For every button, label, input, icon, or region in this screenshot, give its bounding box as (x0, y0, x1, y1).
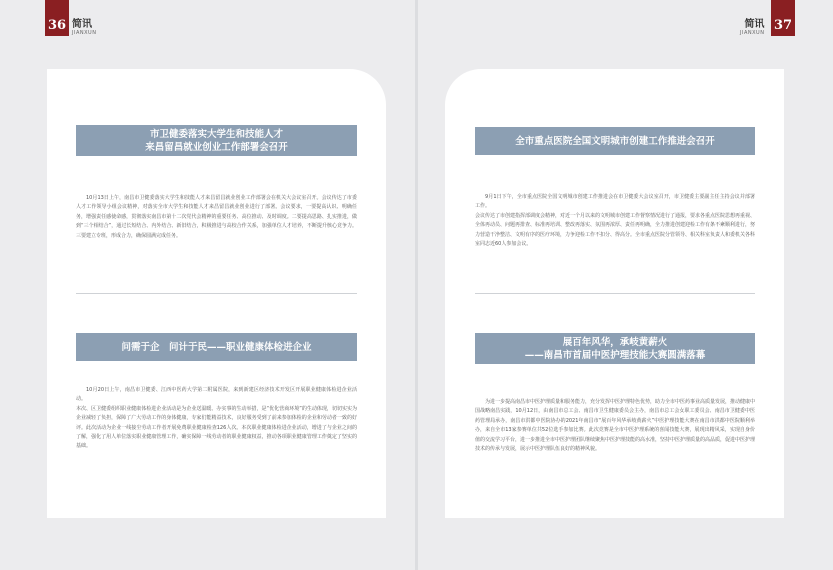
page-gutter (415, 0, 418, 570)
section-brand-right (740, 20, 764, 36)
page-number-right: 37 (771, 0, 795, 36)
article-body: 为进一步提高南昌市中医护理质量和服务能力，充分发挥中医护理特色优势，助力全市中医药事业高质量发展，推动健康中国战略南昌实践，10月12日，由南昌市总工会、南昌市卫生健康委员会主办，南昌市总工会女职工委员会、南昌市卫健委中医药管理局承办，南昌市洪都中医院协办的2021年南昌市“展百年风华承岐黄薪火”中医护理技能大赛在南昌市洪都中医院顺利举办，来自全市13家参赛单位共52位选手参加比赛。此次竞赛是全市中医护理系统的喜闻技能大赛，展现出精风采，实现自身价值的交流学习平台，进一步推进全市中医护理团队继续聚焦中医护理技能的高水准，坚持中医护理质量的高品质，促进中医护理技术的传承与发展，展示中医护理队伍良好的精神风貌。 (475, 399, 756, 453)
article-divider (475, 293, 755, 294)
section-brand-left (72, 20, 96, 36)
article-title-banner (475, 127, 755, 155)
article-title-line: 来昌留昌就业创业工作部署会召开 (145, 141, 288, 153)
section-subtitle-right: JIANXUN (740, 30, 765, 36)
article-title-banner (76, 333, 357, 361)
article-body: 9月1日下午，全市重点医院全国文明城市创建工作推进会在市卫健委大会议室召开，市卫健委主要副主任主持会议并部署工作。 会议传达了市创建指挥部调度会精神，对近一个月以来的文明城市创建工作督察情况进行了通报，要求各重点医院思想再重视、全体再动员、问题再排查、标准再培训、整改再落实、氛围再浓厚、责任再明确，全力推进创建迎检工作有条不紊顺利进行，努力营造干净整洁、文明有序的医疗环境，力争迎检工作不扣分、得高分。全市重点医院分管领导、相关科室负责人和委机关各科室同志近60人参加会议。 (475, 194, 756, 248)
section-subtitle-left: JIANXUN (72, 30, 97, 36)
article-title-line: 问需于企 问计于民——职业健康体检进企业 (121, 341, 312, 353)
page-number-left: 36 (45, 0, 69, 36)
article-body: 10月20日上午，南昌市卫健委、江西中医药大学第二附属医院，来到新建区经济技术开发区开展职业健康体检进企业活动。 本次、区卫健委组织职业健康体检进企业活动是为企业送温暖、办实事的生动举措，是“优化营商环境”的生动体现，切切实实为企业减轻了负担，保障了广大劳动工作的身体健康，专家们能精益技术，良好服务受到了前来参加体检的企业和劳动者一致的好评。此次活动为企业一线接尘劳动工作者开展免费职业健康检查126人次。本次职业健康体检进企业活动，增进了与企业之间的了解，强化了用人单位落实职业健康管理工作，确实保障一线劳动者的职业健康权益，推动各项职业健康管理工作奠定了坚实的基础。 (76, 387, 357, 450)
article-title-banner (475, 333, 755, 364)
section-title-right: 简讯 (744, 19, 765, 30)
article-title-banner (76, 125, 357, 156)
article-divider (76, 293, 357, 294)
article-body: 10月13日上午，南昌市卫健委落实大学生和技能人才来昌留昌就业创业工作部署会在机关大会议室召开。会议传达了市委人才工作领导小组会议精神，对落实全市大学生和技能人才来昌留昌就业创业进行了部署。会议要求，一要提高认识、明确任务，增强责任感使命感，贯彻落实南昌市第十二次党代会精神的重要任务、高位推动、及时调度。二要提高思路、扎实推进，做到“三个相结合”，通过长短结合、内外结合、新旧结合，积极推进与高校合作关系，加强单位人才培养，不断提升核心竞争力。三要建立专班，形成合力，确保圆满完成任务。 (76, 195, 357, 239)
article-title-line: 全市重点医院全国文明城市创建工作推进会召开 (515, 135, 715, 147)
article-title-line: ——南昌市首届中医护理技能大赛圆满落幕 (524, 349, 706, 361)
article-title-line: 展百年风华，承岐黄薪火 (562, 336, 668, 348)
section-title-left: 简讯 (72, 19, 92, 30)
article-title-line: 市卫健委落实大学生和技能人才 (149, 128, 283, 140)
